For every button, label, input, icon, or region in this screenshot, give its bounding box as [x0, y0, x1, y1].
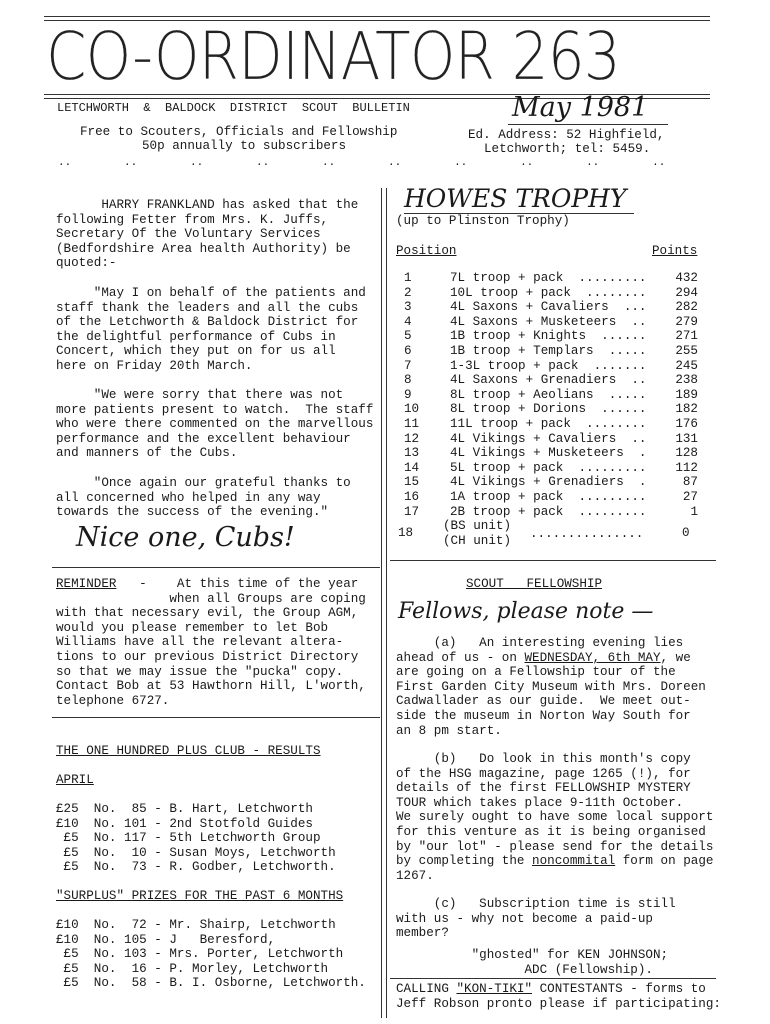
result-row: £5 No. 73 - R. Godber, Letchworth.: [56, 860, 336, 875]
score-position: 4: [404, 314, 412, 329]
score-position: 14: [404, 460, 420, 475]
score-position: 8: [404, 373, 412, 388]
fellowship-c: (c) Subscription time is still with us - why not become a paid-up member?: [396, 897, 676, 941]
frankland-quote-2: "We were sorry that there was not more patients present to watch. The staff who were there commented on the marvellous performance and the excellent behaviour and manners of the Cubs.: [56, 388, 374, 461]
score-team: 4L Vikings + Cavaliers ..: [450, 431, 647, 446]
score-row: [396, 446, 698, 461]
score-points: 238: [675, 373, 698, 388]
score-team: 4L Saxons + Musketeers ..: [450, 314, 647, 329]
rule-reminder-top: [52, 567, 380, 568]
column-divider-2: [386, 188, 387, 1018]
score-points: 1: [690, 504, 698, 519]
score-row: [396, 300, 698, 315]
score-row: [396, 475, 698, 490]
score-position: 5: [404, 329, 412, 344]
fellows-note: Fellows, please note —: [398, 599, 654, 624]
dot-leader-row: .. .. .. .. .. .. .. .. .. ..: [58, 157, 666, 169]
howes-trophy-title: HOWES TROPHY: [404, 184, 627, 213]
surplus-results: [56, 918, 366, 991]
score-team: 1B troop + Knights ......: [450, 329, 647, 344]
score-position: 10: [404, 402, 420, 417]
score-row: [396, 373, 698, 388]
result-row: £5 No. 117 - 5th Letchworth Group: [56, 831, 321, 846]
score-team: 10L troop + pack ........: [450, 285, 647, 300]
fellowship-heading-text: SCOUT FELLOWSHIP: [466, 577, 603, 591]
april-results: [56, 802, 336, 875]
howes-subtitle: (up to Plinston Trophy): [396, 214, 570, 228]
score-points: 255: [675, 343, 698, 358]
fellowship-a-post: , we are going on a Fellowship tour of the First Garden City Museum with Mrs. Doreen Cadwallader as our guide. We meet out- side the museum in Norton Way South for an 8 pm start.: [396, 650, 706, 738]
score-position: 9: [404, 387, 412, 402]
club-month: APRIL: [56, 773, 94, 787]
rule-howes-bottom: [390, 560, 716, 561]
rule-reminder-bottom: [52, 717, 380, 718]
howes-table: [396, 271, 698, 519]
fellowship-a-pre: (a) An interesting evening lies ahead of us - on: [396, 636, 684, 665]
score-points: 128: [675, 446, 698, 461]
reminder-block: [56, 577, 366, 708]
reminder-label: REMINDER: [56, 577, 117, 591]
score-team: 8L troop + Dorions ......: [450, 402, 647, 417]
score-position: 7: [404, 358, 412, 373]
score-row: [396, 432, 698, 447]
reminder-text: - At this time of the year when all Groups are coping with that necessary evil, the Group AGM, would you please remember to let Bob Williams have all the relevant altera- tions to our previous District Directory so that we may issue the "pucka" copy. Contact Bob at 53 Hawthorn Hill, L'worth, telephone 6727.: [56, 577, 366, 708]
score-points: 279: [675, 314, 698, 329]
result-row: £10 No. 101 - 2nd Stotfold Guides: [56, 816, 313, 831]
frankland-quote-3: "Once again our grateful thanks to all concerned who helped in any way towards the success of the evening.": [56, 476, 351, 520]
issue-date: May 1981: [512, 92, 649, 123]
score-team: 4L Vikings + Musketeers .: [450, 446, 647, 461]
score-row: [396, 315, 698, 330]
score-row: [396, 402, 698, 417]
col-position-header: Position: [396, 244, 457, 258]
score-points: 189: [675, 387, 698, 402]
frankland-quote-1: "May I on behalf of the patients and staff thank the leaders and all the cubs of the Letchworth & Baldock District for the delightful performance of Cubs in Concert, which they put on for us all here on Friday 20th March.: [56, 286, 366, 373]
score-position: 6: [404, 343, 412, 358]
result-row: £25 No. 85 - B. Hart, Letchworth: [56, 802, 313, 816]
fellowship-b-pre: (b) Do look in this month's copy of the HSG magazine, page 1265 (!), for details of the first FELLOWSHIP MYSTERY TOUR which takes place 9-11th October. We surely ought to have some local support for this venture as it is being organised by "our lot" - please send for the details by completing the: [396, 752, 714, 869]
score-position: 11: [404, 416, 420, 431]
score-points: 27: [682, 489, 698, 504]
fellowship-b: [396, 752, 713, 883]
score-points: 245: [675, 358, 698, 373]
score-row: [396, 344, 698, 359]
row18-dots: ...............: [530, 527, 644, 541]
address-line-1: Ed. Address: 52 Highfield,: [468, 128, 665, 142]
score-points: 182: [675, 402, 698, 417]
fellowship-b-post: form on page 1267.: [396, 854, 714, 883]
score-row: [396, 329, 698, 344]
score-row: [396, 505, 698, 520]
address-line-2: Letchworth; tel: 5459.: [484, 142, 651, 156]
masthead-title: CO-ORDINATOR 263: [46, 18, 620, 95]
score-team: 8L troop + Aeolians .....: [450, 387, 647, 402]
score-position: 1: [404, 271, 412, 285]
result-row: £5 No. 16 - P. Morley, Letchworth: [56, 961, 329, 976]
surplus-heading: "SURPLUS" PRIZES FOR THE PAST 6 MONTHS: [56, 889, 344, 903]
frankland-intro: HARRY FRANKLAND has asked that the following Fetter from Mrs. K. Juffs, Secretary Of the Voluntary Services (Bedfordshire Area health Authority) be quoted:-: [56, 198, 359, 271]
score-position: 12: [404, 431, 420, 446]
score-team: 1B troop + Templars .....: [450, 343, 647, 358]
row18-pos: 18: [398, 526, 414, 540]
score-row: [396, 461, 698, 476]
free-line-1: Free to Scouters, Officials and Fellowship: [80, 125, 398, 139]
score-team: 4L Vikings + Grenadiers .: [450, 475, 647, 490]
score-position: 13: [404, 446, 420, 461]
result-row: £5 No. 103 - Mrs. Porter, Letchworth: [56, 947, 344, 962]
score-team: 4L Saxons + Cavaliers ...: [450, 300, 647, 315]
score-team: 1-3L troop + pack .......: [450, 358, 647, 373]
col-points-header: Points: [652, 244, 698, 258]
score-row: [396, 359, 698, 374]
score-team: 1A troop + pack .........: [450, 489, 647, 504]
kontiki-post: CONTESTANTS - forms to Jeff Robson pronto please if participating:: [396, 982, 721, 1011]
score-position: 15: [404, 475, 420, 490]
score-points: 271: [675, 329, 698, 344]
score-position: 16: [404, 489, 420, 504]
fellowship-a-date: WEDNESDAY, 6th MAY: [524, 650, 661, 665]
score-row: [396, 286, 698, 301]
result-row: £10 No. 105 - J Beresford,: [56, 932, 276, 947]
nice-one-cubs: Nice one, Cubs!: [76, 522, 295, 553]
result-row: £10 No. 72 - Mr. Shairp, Letchworth: [56, 918, 336, 932]
result-row: £5 No. 58 - B. I. Osborne, Letchworth.: [56, 976, 366, 991]
score-position: 3: [404, 300, 412, 315]
fellowship-b-under: noncommital: [532, 854, 616, 869]
score-position: 17: [404, 504, 420, 519]
row18-pts: 0: [682, 526, 690, 540]
score-row: [396, 271, 698, 286]
score-points: 176: [675, 416, 698, 431]
fellowship-sign: "ghosted" for KEN JOHNSON; ADC (Fellowship).: [471, 948, 669, 977]
score-row: [396, 417, 698, 432]
column-divider: [381, 188, 382, 1018]
score-team: 7L troop + pack .........: [450, 271, 647, 285]
score-team: 5L troop + pack .........: [450, 460, 647, 475]
free-line-2: 50p annually to subscribers: [142, 139, 347, 153]
club-heading: THE ONE HUNDRED PLUS CLUB - RESULTS: [56, 744, 321, 758]
date-underline: [508, 124, 668, 125]
score-row: [396, 490, 698, 505]
score-row: [396, 388, 698, 403]
kontiki-callout: [396, 982, 721, 1011]
kontiki-pre: CALLING: [396, 982, 457, 996]
score-team: 11L troop + pack ........: [450, 416, 647, 431]
row18-team: (BS unit) (CH unit): [443, 519, 512, 548]
score-team: 2B troop + pack .........: [450, 504, 647, 519]
score-points: 112: [675, 460, 698, 475]
kontiki-under: "KON-TIKI": [456, 982, 533, 996]
fellowship-heading: [466, 577, 602, 592]
score-points: 282: [675, 300, 698, 315]
score-points: 432: [675, 271, 698, 285]
score-points: 131: [675, 431, 698, 446]
masthead-top-rule: [44, 16, 710, 17]
fellowship-a: [396, 636, 706, 738]
score-position: 2: [404, 285, 412, 300]
result-row: £5 No. 10 - Susan Moys, Letchworth: [56, 845, 336, 860]
rule-kontiki-top: [390, 978, 716, 979]
score-points: 87: [682, 475, 698, 490]
score-points: 294: [675, 285, 698, 300]
bulletin-line: LETCHWORTH & BALDOCK DISTRICT SCOUT BULLETIN: [57, 101, 410, 115]
score-team: 4L Saxons + Grenadiers ..: [450, 373, 647, 388]
